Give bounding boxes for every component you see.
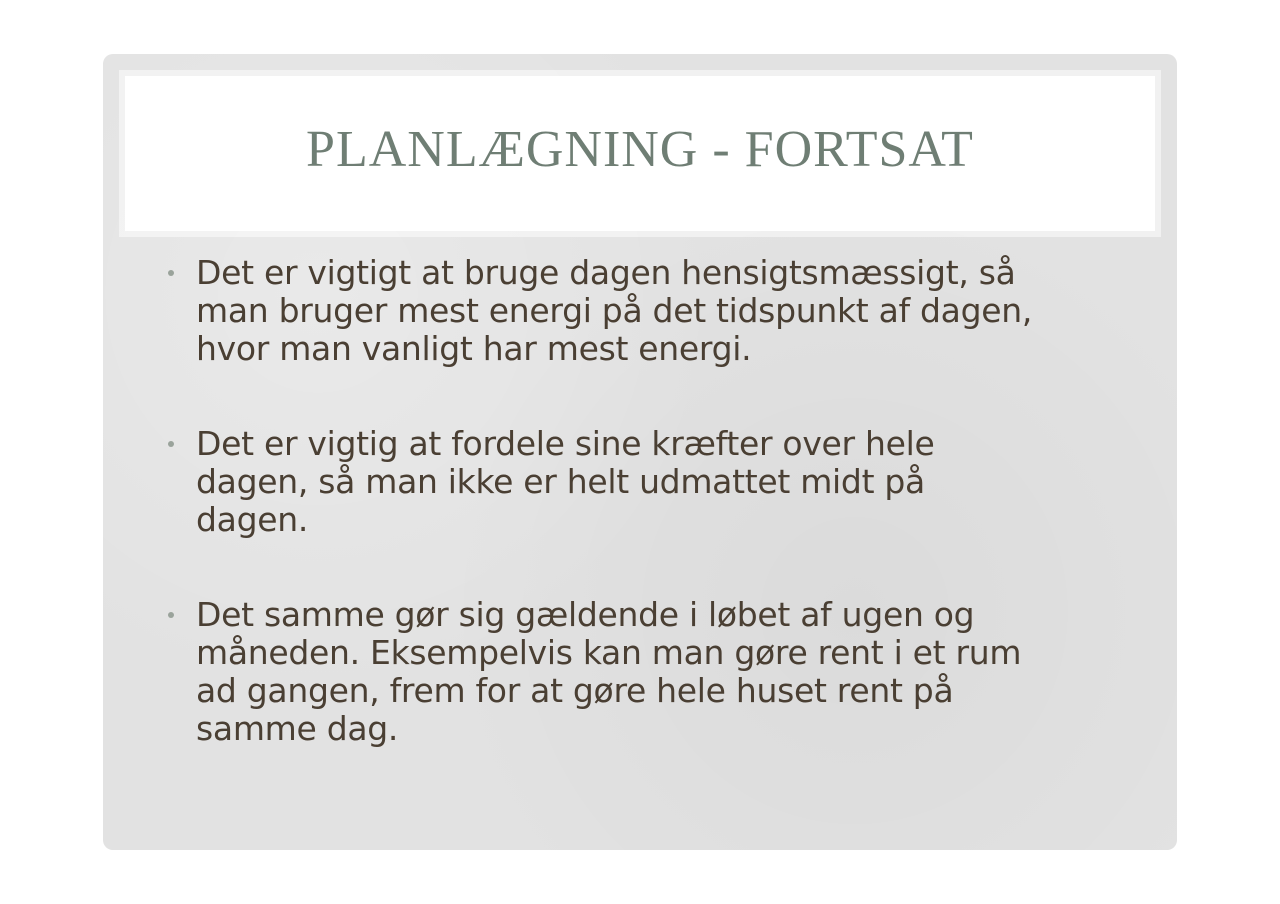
slide <box>103 54 1177 850</box>
text-line: dagen, så man ikke er helt udmattet midt på <box>196 462 925 501</box>
text-line: dagen. <box>196 500 309 539</box>
text-line: ad gangen, frem for at gøre hele huset rent på <box>196 671 954 710</box>
bullet-item <box>168 425 1128 539</box>
bullet-text <box>196 425 935 539</box>
bullet-text <box>196 596 1021 748</box>
slide-title: PLANLÆGNING - FORTSAT <box>306 121 974 178</box>
text-line: man bruger mest energi på det tidspunkt af dagen, <box>196 291 1033 330</box>
bullet-text <box>196 254 1032 368</box>
text-line: måneden. Eksempelvis kan man gøre rent i et rum <box>196 633 1022 672</box>
bullet-list <box>168 254 1128 805</box>
bullet-icon <box>168 270 174 276</box>
text-line: Det samme gør sig gældende i løbet af ugen og <box>196 595 975 634</box>
title-box <box>125 76 1155 231</box>
text-line: Det er vigtig at fordele sine kræfter over hele <box>196 424 935 463</box>
bullet-icon <box>168 612 174 618</box>
text-line: Det er vigtigt at bruge dagen hensigtsmæssigt, så <box>196 253 1016 292</box>
bullet-icon <box>168 441 174 447</box>
text-line: hvor man vanligt har mest energi. <box>196 329 752 368</box>
bullet-item <box>168 254 1128 368</box>
text-line: samme dag. <box>196 709 399 748</box>
bullet-item <box>168 596 1128 748</box>
